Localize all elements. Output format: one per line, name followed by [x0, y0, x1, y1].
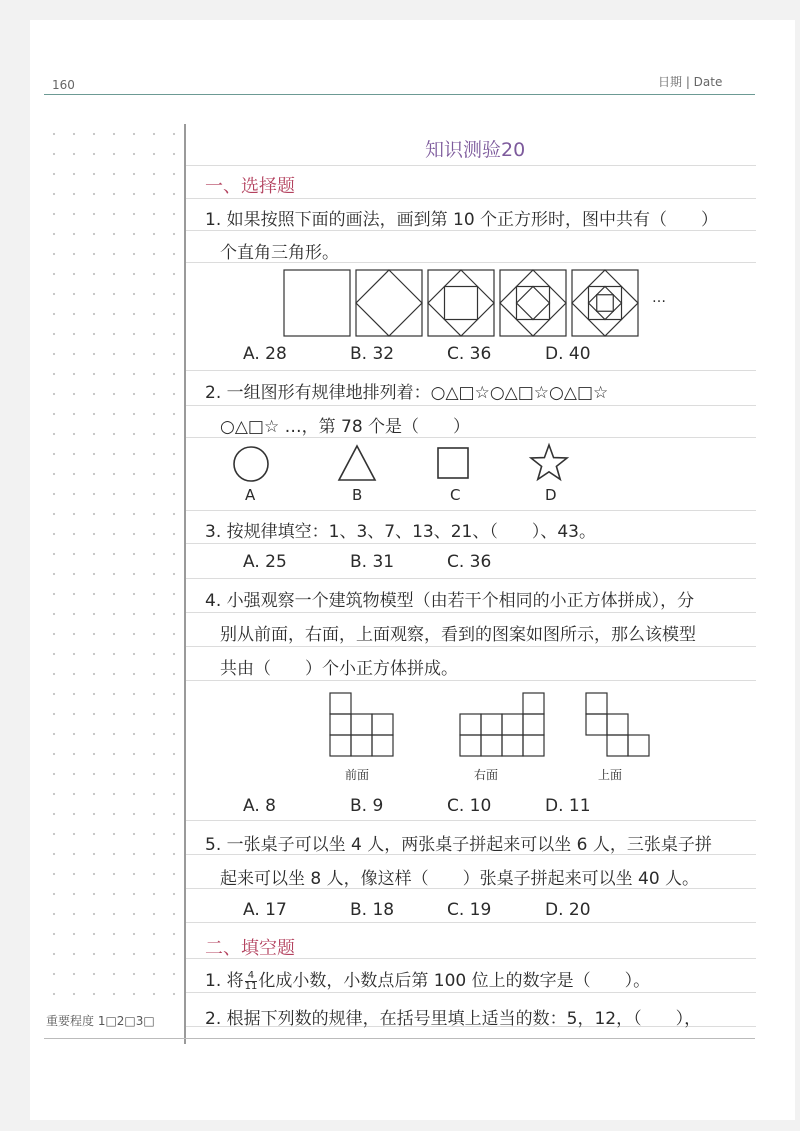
q4-option-b: B. 9 — [350, 796, 384, 816]
square-3 — [428, 270, 494, 336]
q3-option-b: B. 31 — [350, 552, 395, 572]
rule-line — [186, 543, 756, 544]
date-label: 日期 | Date — [658, 75, 723, 89]
q2-shapes-figure — [225, 442, 585, 486]
square-2 — [356, 270, 422, 336]
footer-line — [44, 1038, 755, 1039]
front-view — [330, 693, 393, 756]
fraction-denominator: 11 — [244, 980, 258, 992]
q1-option-d: D. 40 — [545, 344, 591, 364]
star-shape — [531, 445, 567, 479]
q1-squares-figure — [280, 268, 680, 340]
q3-option-c: C. 36 — [447, 552, 492, 572]
q1-option-c: C. 36 — [447, 344, 492, 364]
q4-option-a: A. 8 — [243, 796, 276, 816]
page-title: 知识测验20 — [425, 139, 526, 161]
q5-option-b: B. 18 — [350, 900, 395, 920]
q2-line2: ○△□☆ …，第 78 个是（ ） — [220, 417, 471, 437]
fill1-pre: 1. 将 — [205, 971, 244, 991]
rule-line — [186, 165, 756, 166]
q4-line1: 4. 小强观察一个建筑物模型（由若干个相同的小正方体拼成），分 — [205, 591, 695, 611]
square-shape — [438, 448, 468, 478]
section-fill-heading: 二、填空题 — [205, 938, 295, 959]
rule-line — [186, 437, 756, 438]
rule-line — [186, 612, 756, 613]
rule-line — [186, 646, 756, 647]
rule-line — [186, 922, 756, 923]
fill2-line1: 2. 根据下列数的规律，在括号里填上适当的数：5，12，（ ）， — [205, 1009, 702, 1029]
q1-line2: 个直角三角形。 — [220, 243, 339, 263]
q3-option-a: A. 25 — [243, 552, 287, 572]
q5-option-d: D. 20 — [545, 900, 591, 920]
fill1-line — [205, 966, 650, 992]
rule-line — [186, 405, 756, 406]
q2-label-a: A — [245, 486, 256, 504]
rule-line — [186, 992, 756, 993]
rule-line — [186, 820, 756, 821]
rule-line — [186, 370, 756, 371]
rule-line — [186, 198, 756, 199]
q2-line1: 2. 一组图形有规律地排列着：○△□☆○△□☆○△□☆ — [205, 383, 609, 403]
q4-view-top-label: 上面 — [598, 768, 623, 782]
q4-option-c: C. 10 — [447, 796, 492, 816]
q1-option-b: B. 32 — [350, 344, 395, 364]
right-view — [460, 693, 544, 756]
fraction — [245, 971, 258, 992]
q2-label-b: B — [352, 486, 363, 504]
q5-line2: 起来可以坐 8 人，像这样（ ）张桌子拼起来可以坐 40 人。 — [220, 869, 700, 889]
top-view — [586, 693, 649, 756]
q2-label-d: D — [545, 486, 557, 504]
margin-dot-grid — [44, 124, 184, 1000]
importance-rating: 重要程度 1□2□3□ — [46, 1014, 155, 1028]
section-choice-heading: 一、选择题 — [205, 176, 295, 197]
q2-label-c: C — [450, 486, 461, 504]
page-number: 160 — [52, 78, 75, 92]
q4-view-right-label: 右面 — [474, 768, 499, 782]
q5-line1: 5. 一张桌子可以坐 4 人，两张桌子拼起来可以坐 6 人，三张桌子拼 — [205, 835, 712, 855]
triangle-shape — [339, 446, 375, 480]
circle-shape — [234, 447, 268, 481]
q4-view-front-label: 前面 — [345, 768, 370, 782]
q4-views-figure — [320, 688, 660, 758]
rule-line — [186, 680, 756, 681]
q1-line1: 1. 如果按照下面的画法，画到第 10 个正方形时，图中共有（ ） — [205, 210, 719, 230]
square-5 — [572, 270, 638, 336]
fraction-numerator: 4 — [245, 971, 258, 982]
q1-ellipsis: … — [652, 290, 666, 306]
rule-line — [186, 510, 756, 511]
square-1 — [284, 270, 350, 336]
square-4 — [500, 270, 566, 336]
q5-option-a: A. 17 — [243, 900, 287, 920]
q4-line3: 共由（ ）个小正方体拼成。 — [220, 659, 458, 679]
fill1-post: 化成小数，小数点后第 100 位上的数字是（ ）。 — [258, 971, 651, 991]
rule-line — [186, 230, 756, 231]
q4-line2: 别从前面，右面，上面观察，看到的图案如图所示，那么该模型 — [220, 625, 696, 645]
q5-option-c: C. 19 — [447, 900, 492, 920]
q4-option-d: D. 11 — [545, 796, 591, 816]
rule-line — [186, 578, 756, 579]
header-line — [44, 94, 755, 95]
q3-line1: 3. 按规律填空：1、3、7、13、21、（ ）、43。 — [205, 522, 596, 542]
q1-option-a: A. 28 — [243, 344, 287, 364]
